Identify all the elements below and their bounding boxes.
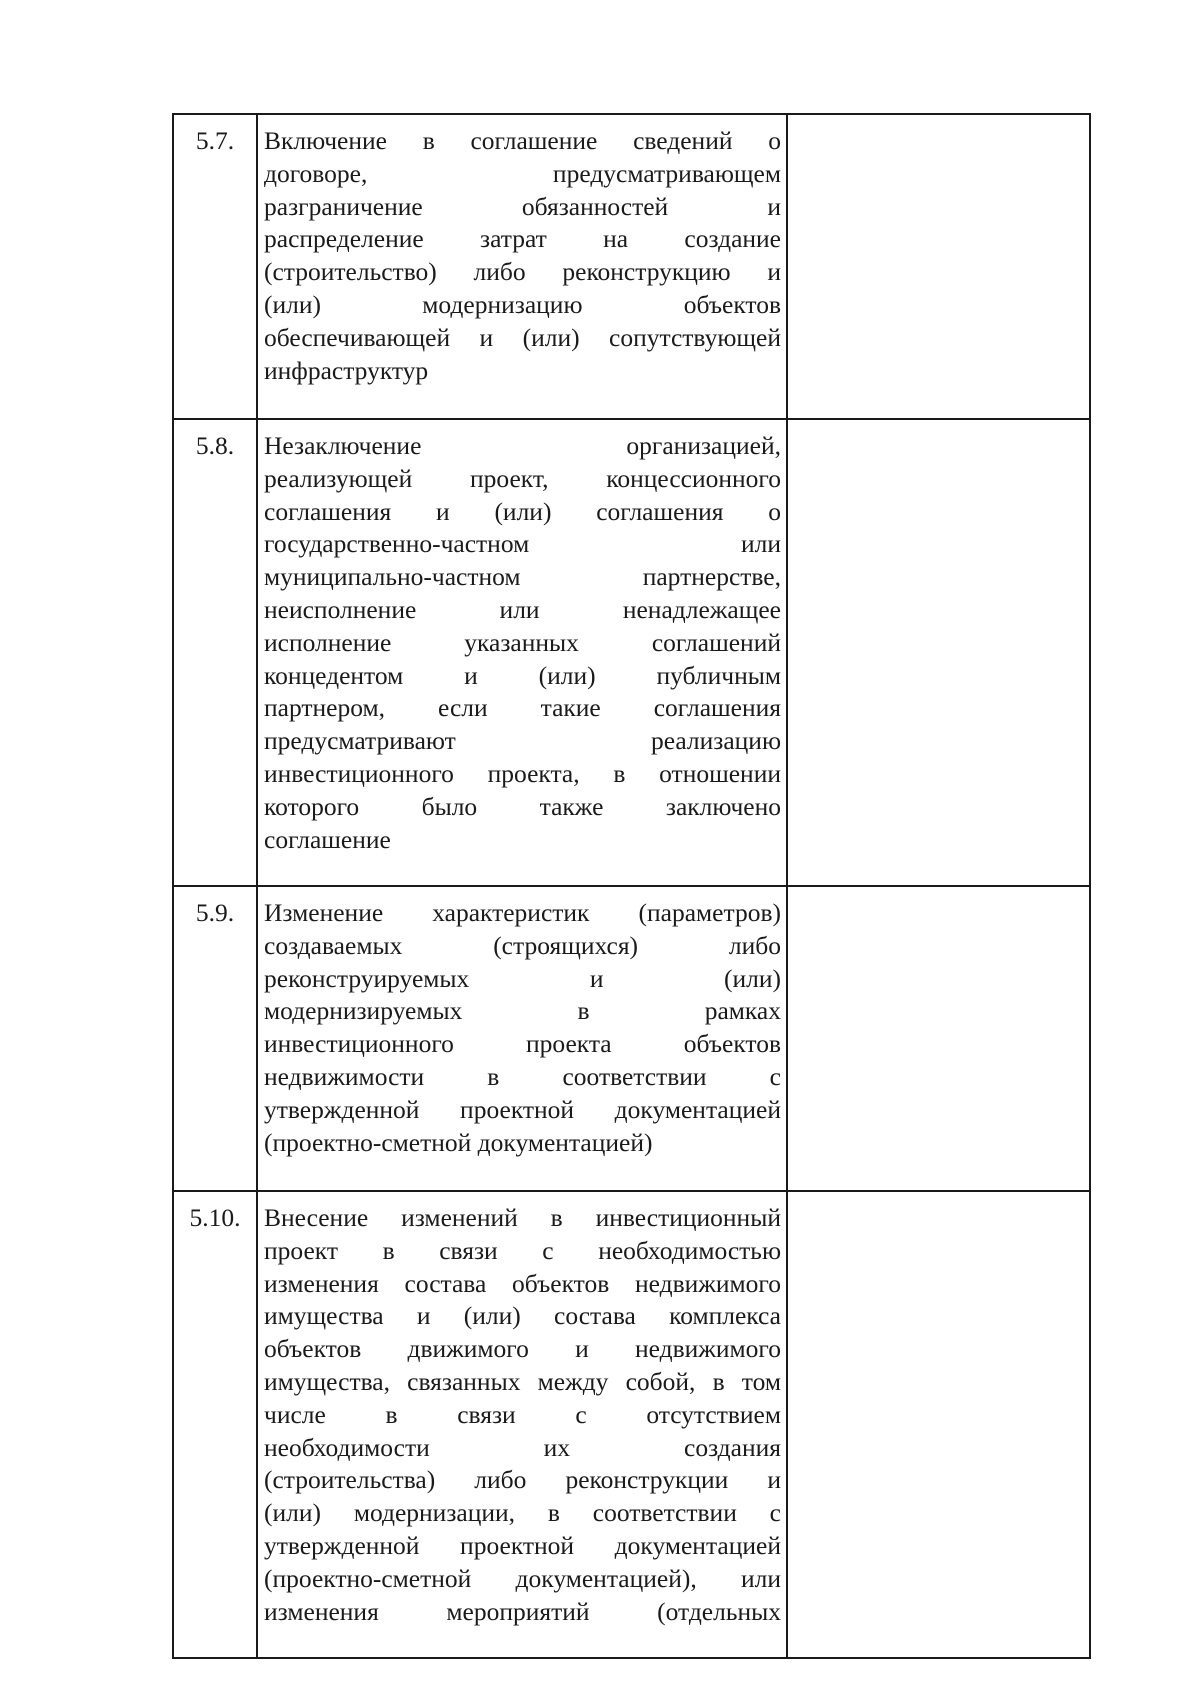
text-line: (проектно-сметной документацией) xyxy=(264,1127,653,1157)
text-line: обеспечивающей и (или) сопутствующей xyxy=(264,322,781,352)
text-line: соглашение xyxy=(264,824,391,854)
text-line: реконструируемых и (или) xyxy=(264,963,781,993)
text-line: (строительства) либо реконструкции и xyxy=(264,1465,781,1495)
item-description xyxy=(257,886,787,1191)
text-line: инвестиционного проекта объектов xyxy=(264,1029,781,1059)
text-line: (или) модернизацию объектов xyxy=(264,289,781,319)
table-row xyxy=(173,1191,1090,1658)
text-line: исполнение указанных соглашений xyxy=(264,627,781,657)
text-line: Изменение характеристик (параметров) xyxy=(264,898,781,927)
text-line: числе в связи с отсутствием xyxy=(264,1399,781,1429)
text-line: государственно-частном или xyxy=(264,529,781,559)
empty-cell xyxy=(787,1191,1090,1658)
text-line: договоре, предусматривающем xyxy=(264,158,781,188)
text-line: утвержденной проектной документацией xyxy=(264,1530,781,1560)
text-line: предусматривают реализацию xyxy=(264,726,781,756)
item-number: 5.10. xyxy=(173,1191,257,1658)
table-row xyxy=(173,114,1090,419)
text-line: (строительство) либо реконструкцию и xyxy=(264,257,781,287)
item-number: 5.9. xyxy=(173,886,257,1191)
text-line: необходимости их создания xyxy=(264,1432,781,1462)
text-line: партнером, если такие соглашения xyxy=(264,693,781,723)
text-line: изменения состава объектов недвижимого xyxy=(264,1268,781,1298)
text-line: утвержденной проектной документацией xyxy=(264,1094,781,1124)
text-line: соглашения и (или) соглашения о xyxy=(264,496,781,526)
text-line: Включение в соглашение сведений о xyxy=(264,126,781,155)
text-line: инвестиционного проекта, в отношении xyxy=(264,758,781,788)
text-line: муниципально-частном партнерстве, xyxy=(264,562,781,592)
text-line: имущества, связанных между собой, в том xyxy=(264,1366,781,1396)
table-row xyxy=(173,419,1090,886)
text-line: имущества и (или) состава комплекса xyxy=(264,1301,781,1331)
item-description xyxy=(257,419,787,886)
item-description xyxy=(257,1191,787,1658)
text-line: инфраструктур xyxy=(264,355,429,385)
text-line: (или) модернизации, в соответствии с xyxy=(264,1498,781,1528)
text-line: Внесение изменений в инвестиционный xyxy=(264,1203,781,1232)
text-line: неисполнение или ненадлежащее xyxy=(264,594,781,624)
empty-cell xyxy=(787,886,1090,1191)
text-line: объектов движимого и недвижимого xyxy=(264,1334,781,1364)
text-line: изменения мероприятий (отдельных xyxy=(264,1596,781,1626)
text-line: создаваемых (строящихся) либо xyxy=(264,930,781,960)
text-line: Незаключение организацией, xyxy=(264,431,781,460)
table-row xyxy=(173,886,1090,1191)
text-line: модернизируемых в рамках xyxy=(264,996,781,1026)
text-line: (проектно-сметной документацией), или xyxy=(264,1563,781,1593)
item-number: 5.8. xyxy=(173,419,257,886)
text-line: распределение затрат на создание xyxy=(264,224,781,254)
text-line: проект в связи с необходимостью xyxy=(264,1235,781,1265)
empty-cell xyxy=(787,114,1090,419)
text-line: реализующей проект, концессионного xyxy=(264,463,781,493)
item-number: 5.7. xyxy=(173,114,257,419)
text-line: разграничение обязанностей и xyxy=(264,191,781,221)
item-description xyxy=(257,114,787,419)
text-line: недвижимости в соответствии с xyxy=(264,1061,781,1091)
text-line: которого было также заключено xyxy=(264,791,781,821)
empty-cell xyxy=(787,419,1090,886)
text-line: концедентом и (или) публичным xyxy=(264,660,781,690)
document-table xyxy=(172,113,1091,1659)
